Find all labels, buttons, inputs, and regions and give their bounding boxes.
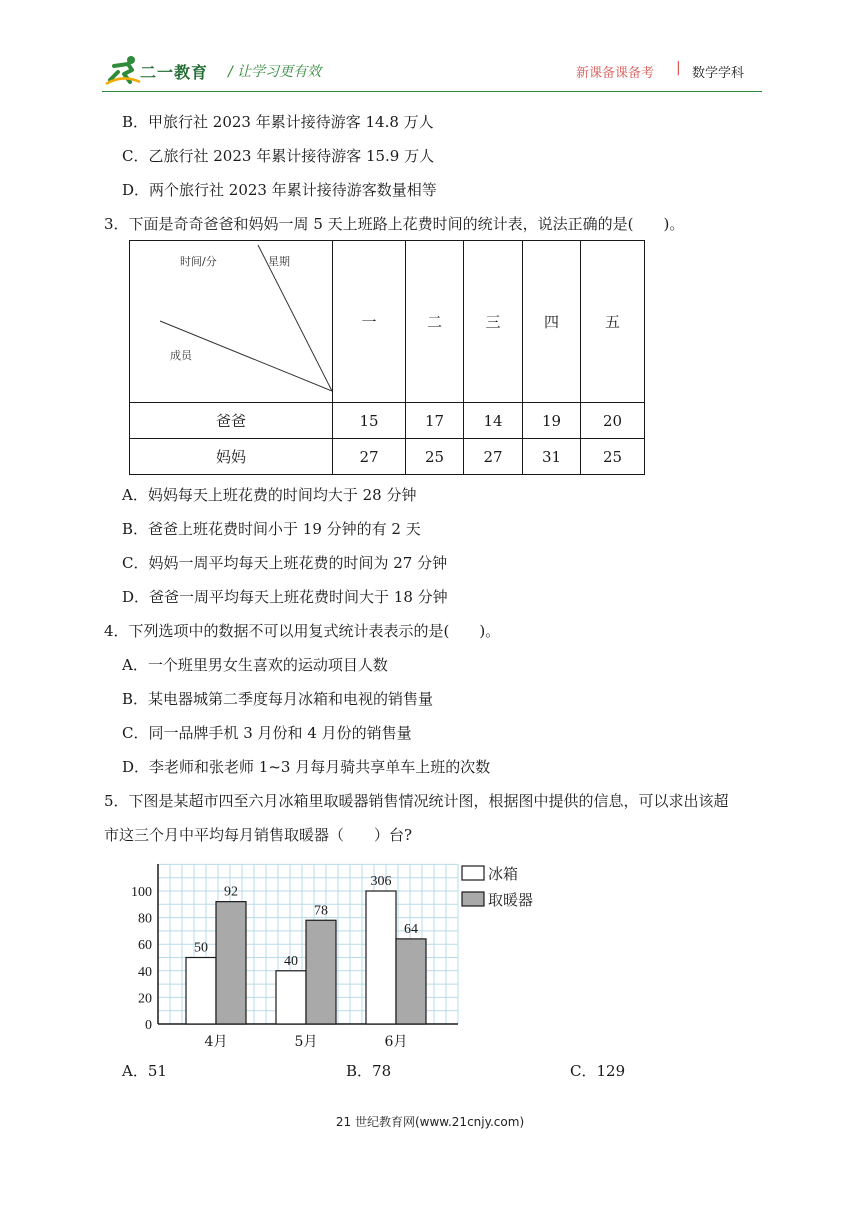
q2-option-b: B．甲旅行社 2023 年累计接待游客 14.8 万人 [122,113,434,131]
q3-stem: 3．下面是奇奇爸爸和妈妈一周 5 天上班路上花费时间的统计表，说法正确的是( )。 [104,215,685,233]
table-cell: 17 [406,403,464,439]
row-name-mom: 妈妈 [130,439,333,475]
table-cell: 31 [523,439,581,475]
legend-label: 冰箱 [488,865,519,883]
day-header-4: 四 [523,241,581,403]
data-label: 40 [284,953,298,969]
q4-stem: 4．下列选项中的数据不可以用复式统计表表示的是( )。 [104,622,501,640]
legend-swatch [462,866,484,880]
corner-label-weekday: 星期 [268,255,290,268]
q3-option-d: D．爸爸一周平均每天上班花费时间大于 18 分钟 [122,588,448,606]
x-tick-label: 5月 [294,1034,318,1050]
q3-option-a: A．妈妈每天上班花费的时间均大于 28 分钟 [122,486,417,504]
bar-fridge [366,891,396,1024]
header-separator: | [676,60,681,76]
header-subject: 数学学科 [692,66,745,81]
logo-text: 二一教育 [140,63,209,82]
data-label: 64 [404,921,418,937]
q2-option-c: C．乙旅行社 2023 年累计接待游客 15.9 万人 [122,147,435,165]
q5-option-c: C．129 [570,1062,626,1080]
table-cell: 20 [581,403,645,439]
header-slogan: / 让学习更有效 [228,64,322,80]
table-cell: 19 [523,403,581,439]
q4-option-b: B．某电器城第二季度每月冰箱和电视的销售量 [122,690,434,708]
header-course-title: 新课备课备考 [576,66,655,81]
bar-heater [216,902,246,1024]
q3-option-c: C．妈妈一周平均每天上班花费的时间为 27 分钟 [122,554,448,572]
x-tick-label: 4月 [204,1034,228,1050]
table-cell: 27 [333,439,406,475]
page-footer: 21 世纪教育网(www.21cnjy.com) [335,1115,525,1129]
bar-fridge [276,971,306,1024]
day-header-3: 三 [464,241,523,403]
q4-option-d: D．李老师和张老师 1~3 月每月骑共享单车上班的次数 [122,758,491,776]
legend-label: 取暖器 [488,891,534,909]
y-tick-label: 60 [138,938,152,954]
data-label: 92 [224,884,238,900]
bar-heater [306,920,336,1024]
table-cell: 25 [406,439,464,475]
bar-heater [396,939,426,1024]
x-tick-label: 6月 [384,1034,408,1050]
y-tick-label: 20 [138,991,152,1007]
day-header-5: 五 [581,241,645,403]
q5-stem-line2: 市这三个月中平均每月销售取暖器（ ）台? [104,826,413,844]
data-label: 50 [194,940,208,956]
y-tick-label: 40 [138,964,152,980]
q2-option-d: D．两个旅行社 2023 年累计接待游客数量相等 [122,181,437,199]
corner-label-time: 时间/分 [180,255,217,268]
day-header-1: 一 [333,241,406,403]
row-name-dad: 爸爸 [130,403,333,439]
q5-option-a: A．51 [122,1062,167,1080]
corner-label-member: 成员 [170,349,192,362]
y-tick-label: 80 [138,911,152,927]
y-tick-label: 0 [145,1018,152,1033]
table-cell: 15 [333,403,406,439]
bar-fridge [186,958,216,1025]
q4-option-c: C．同一品牌手机 3 月份和 4 月份的销售量 [122,724,412,742]
data-label: 78 [314,903,328,919]
q3-option-b: B．爸爸上班花费时间小于 19 分钟的有 2 天 [122,520,421,538]
q4-option-a: A．一个班里男女生喜欢的运动项目人数 [122,656,388,674]
y-tick-label: 100 [131,885,152,900]
q5-stem-line1: 5．下图是某超市四至六月冰箱里取暖器销售情况统计图，根据图中提供的信息，可以求出该超 [104,792,729,810]
table-cell: 14 [464,403,523,439]
data-label: 306 [370,874,392,889]
day-header-2: 二 [406,241,464,403]
table-cell: 25 [581,439,645,475]
q5-option-b: B．78 [346,1062,392,1080]
legend-swatch [462,892,484,906]
table-cell: 27 [464,439,523,475]
